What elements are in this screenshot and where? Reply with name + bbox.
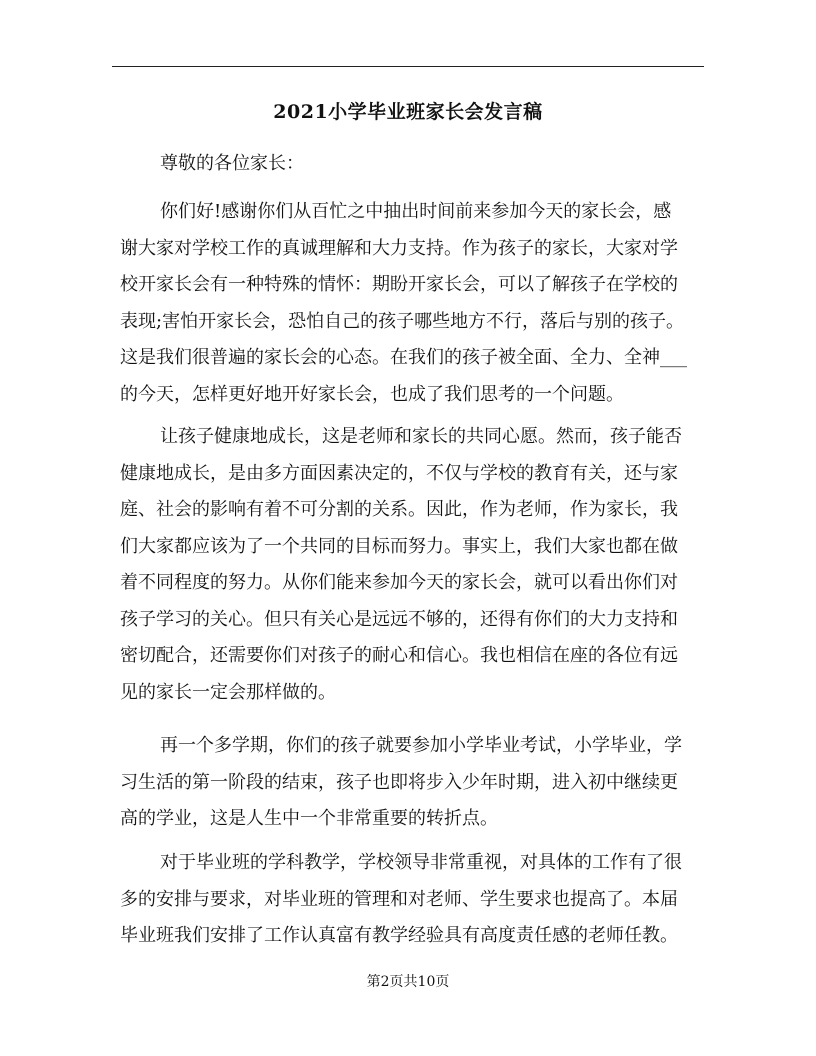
paragraph-4	[120, 845, 710, 955]
page-footer: 第2页共10页	[366, 974, 450, 990]
paragraph-line: 再一个多学期，你们的孩子就要参加小学毕业考试，小学毕业，学	[160, 735, 682, 756]
paragraph-line: 习生活的第一阶段的结束，孩子也即将步入少年时期，进入初中继续更	[120, 771, 678, 793]
paragraph-line: 密切配合，还需要你们对孩子的耐心和信心。我也相信在座的各位有远	[120, 645, 678, 666]
paragraph-2	[120, 419, 710, 711]
paragraph-line: 谢大家对学校工作的真诚理解和大力支持。作为孩子的家长，大家对学	[120, 237, 678, 259]
paragraph-line: 庭、社会的影响有着不可分割的关系。因此，作为老师，作为家长，我	[120, 499, 678, 520]
paragraph-line: 对于毕业班的学科教学，学校领导非常重视，对具体的工作有了很	[160, 852, 682, 873]
paragraph-line: 健康地成长，是由多方面因素决定的，不仅与学校的教育有关，还与家	[120, 462, 678, 484]
paragraph-line: 这是我们很普遍的家长会的心态。在我们的孩子被全面、全力、全神___	[120, 347, 687, 368]
paragraph-line: 见的家长一定会那样做的。	[120, 681, 336, 703]
paragraph-line: 孩子学习的关心。但只有关心是远远不够的，还得有你们的大力支持和	[120, 608, 678, 630]
salutation: 尊敬的各位家长：	[160, 153, 304, 174]
paragraph-line: 着不同程度的努力。从你们能来参加今天的家长会，就可以看出你们对	[120, 572, 678, 593]
paragraph-line: 让孩子健康地成长，这是老师和家长的共同心愿。然而，孩子能否	[160, 426, 682, 447]
paragraph-line: 你们好!感谢你们从百忙之中抽出时间前来参加今天的家长会，感	[160, 201, 672, 222]
paragraph-line: 们大家都应该为了一个共同的目标而努力。事实上，我们大家也都在做	[120, 535, 678, 557]
document-title: 2021小学毕业班家长会发言稿	[273, 101, 543, 123]
paragraph-line: 的今天，怎样更好地开好家长会，也成了我们思考的一个问题。	[120, 383, 624, 405]
paragraph-line: 表现;害怕开家长会，恐怕自己的孩子哪些地方不行，落后与别的孩子。	[120, 310, 685, 332]
paragraph-line: 多的安排与要求，对毕业班的管理和对老师、学生要求也提高了。本届	[120, 888, 678, 910]
paragraph-1	[120, 194, 710, 413]
paragraph-line: 校开家长会有一种特殊的情怀：期盼开家长会，可以了解孩子在学校的	[120, 274, 678, 295]
paragraph-3	[120, 728, 710, 838]
paragraph-line: 高的学业，这是人生中一个非常重要的转折点。	[120, 808, 498, 829]
paragraph-line: 毕业班我们安排了工作认真富有教学经验具有高度责任感的老师任教。	[120, 925, 678, 946]
header-rule	[112, 66, 704, 67]
